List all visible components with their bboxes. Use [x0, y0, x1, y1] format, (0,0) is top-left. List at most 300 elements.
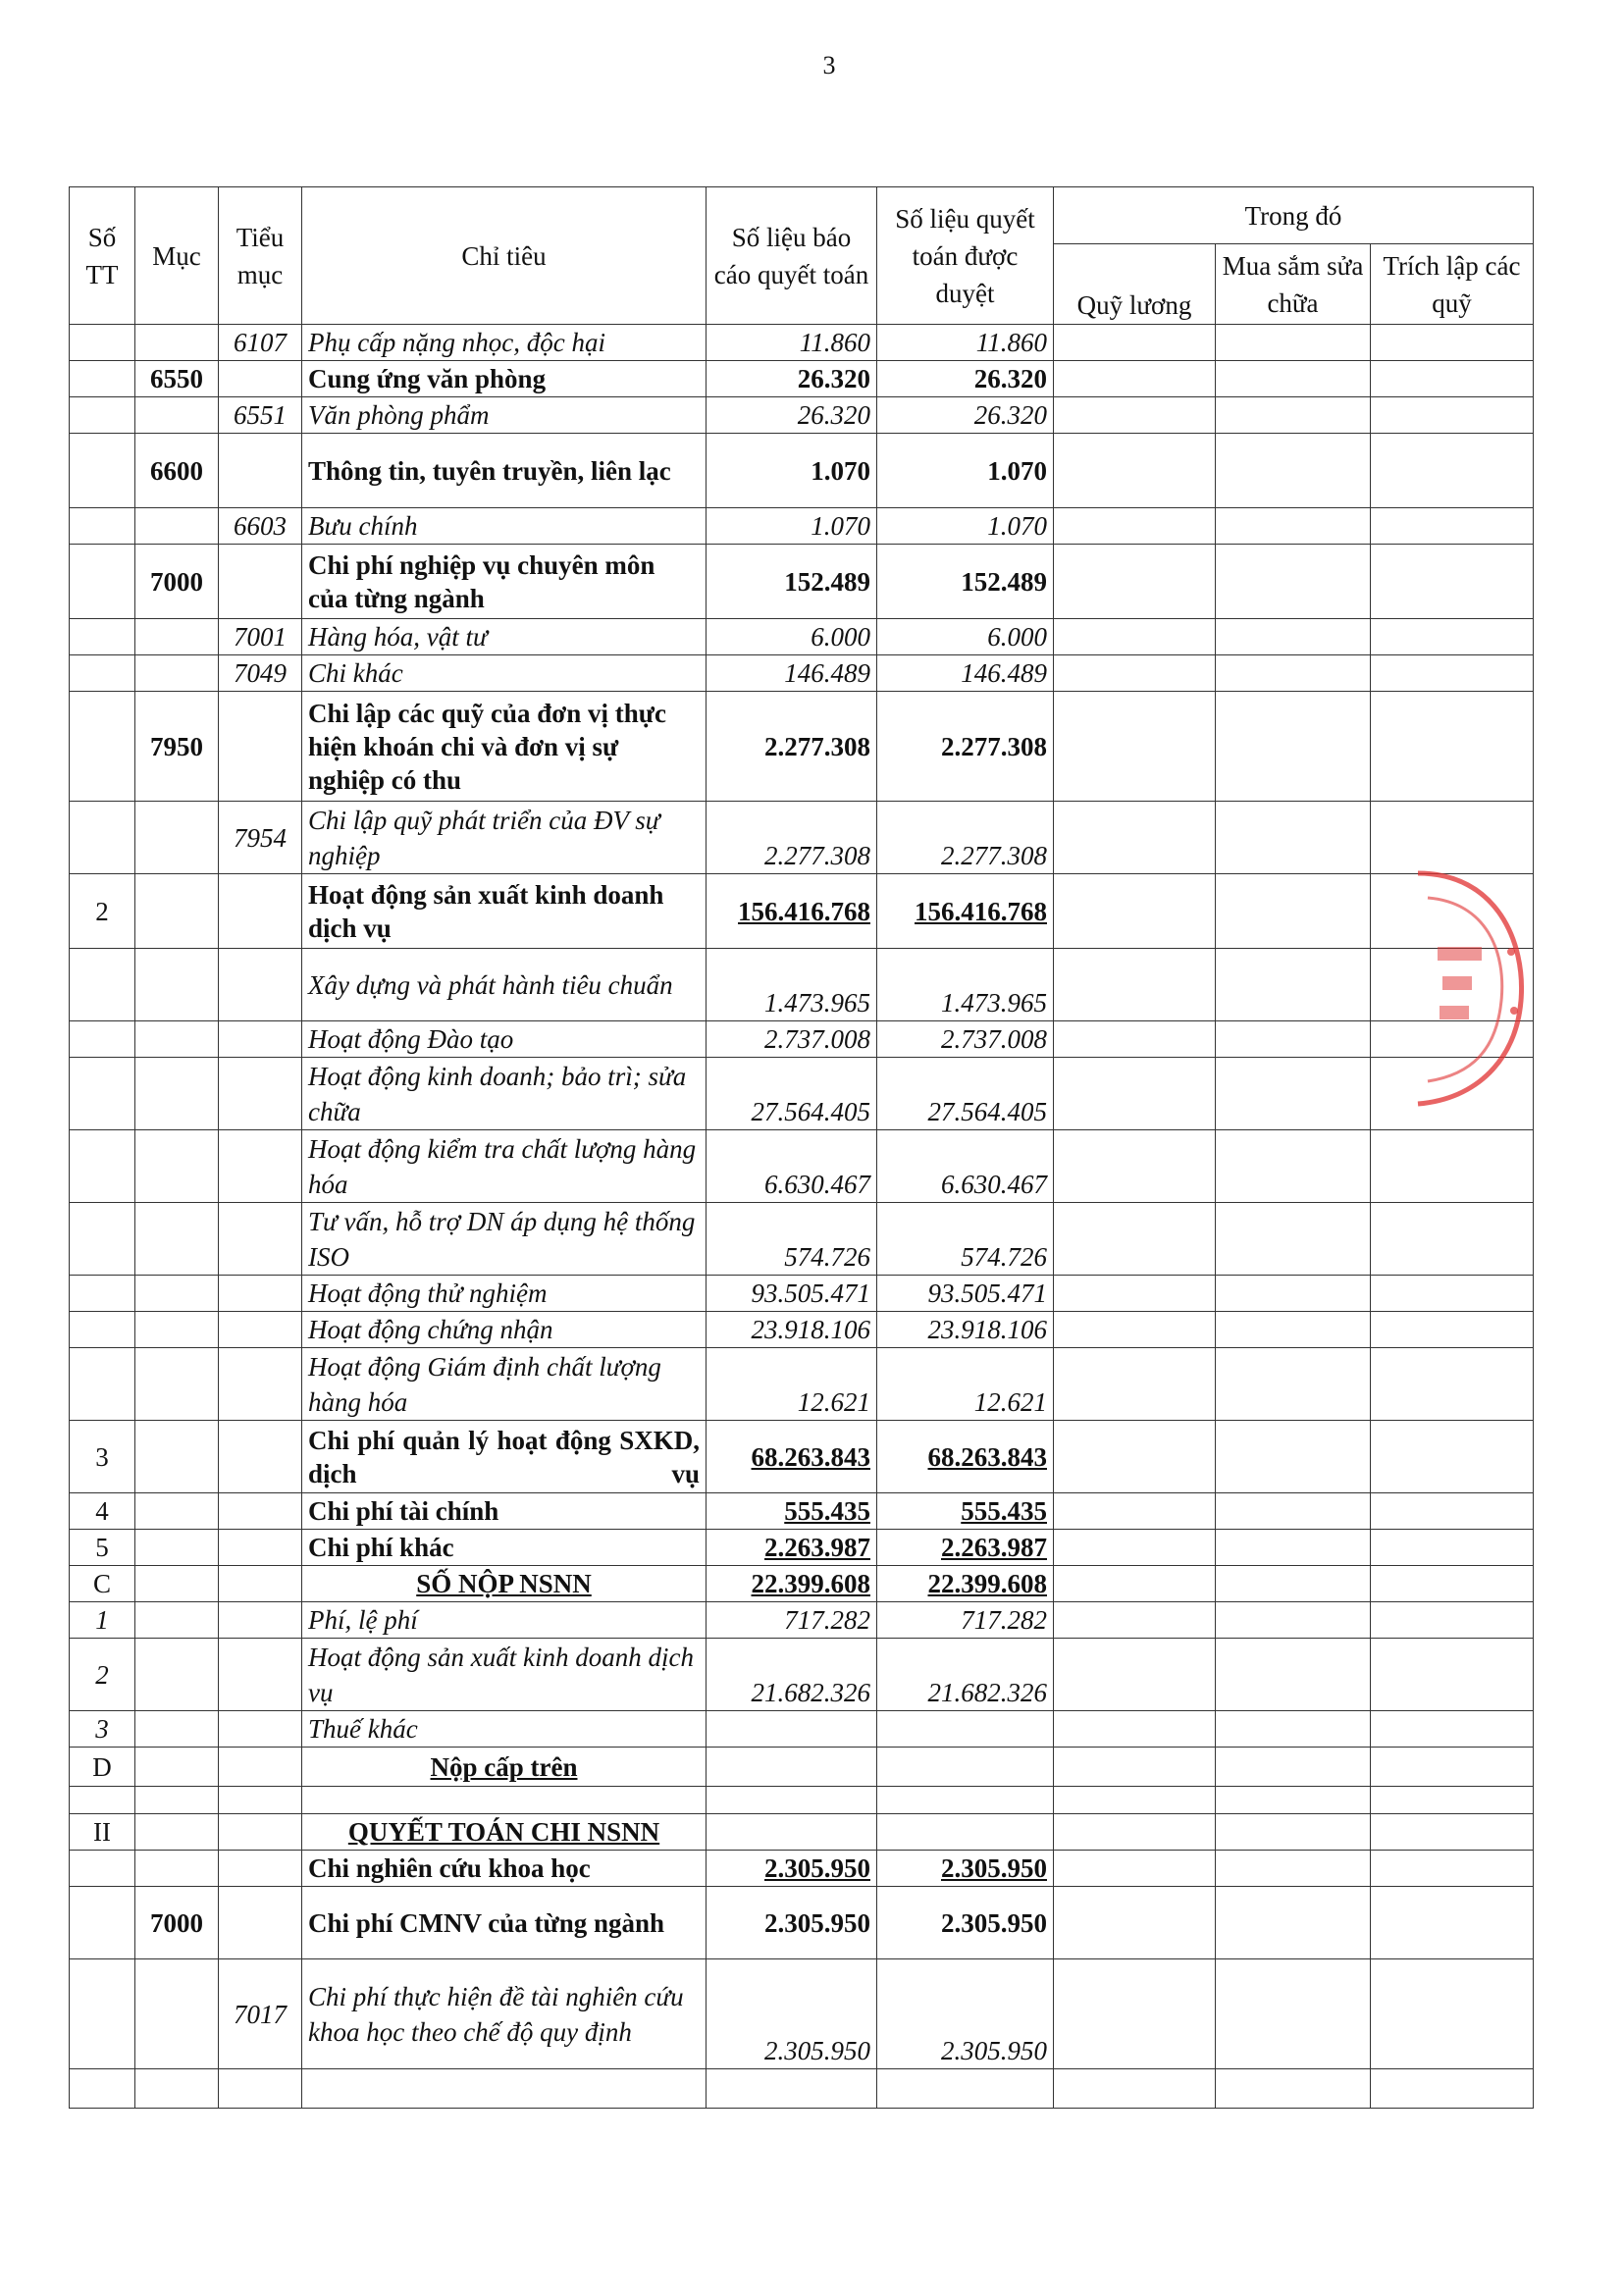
cell-bao-cao: 574.726 [707, 1203, 877, 1276]
table-row [70, 2069, 1534, 2109]
cell-bao-cao [707, 2069, 877, 2109]
empty-cell-quy-luong [1054, 1276, 1216, 1312]
empty-cell-trich-lap [1371, 1787, 1534, 1814]
cell-muc [135, 655, 219, 692]
cell-duoc-duyet: 6.000 [877, 619, 1054, 655]
cell-duoc-duyet: 717.282 [877, 1602, 1054, 1639]
cell-muc [135, 1348, 219, 1421]
cell-duoc-duyet [877, 1787, 1054, 1814]
table-row [70, 802, 1534, 874]
cell-chi-tieu: Phụ cấp nặng nhọc, độc hại [302, 325, 707, 361]
cell-muc [135, 1787, 219, 1814]
empty-cell-quy-luong [1054, 397, 1216, 434]
empty-cell-trich-lap [1371, 1312, 1534, 1348]
cell-tieu-muc [219, 1421, 302, 1493]
table-row [70, 1203, 1534, 1276]
empty-cell-quy-luong [1054, 361, 1216, 397]
cell-bao-cao: 156.416.768 [707, 874, 877, 949]
cell-stt: II [70, 1814, 135, 1851]
empty-cell-quy-luong [1054, 1421, 1216, 1493]
empty-cell-mua-sam [1216, 1787, 1371, 1814]
table-row [70, 619, 1534, 655]
cell-bao-cao: 21.682.326 [707, 1639, 877, 1711]
cell-chi-tieu: Phí, lệ phí [302, 1602, 707, 1639]
empty-cell-quy-luong [1054, 619, 1216, 655]
cell-stt [70, 508, 135, 545]
cell-stt: 2 [70, 1639, 135, 1711]
cell-chi-tieu: Hoạt động Đào tạo [302, 1021, 707, 1058]
cell-duoc-duyet [877, 2069, 1054, 2109]
cell-muc [135, 1493, 219, 1530]
cell-muc [135, 1203, 219, 1276]
table-row [70, 1851, 1534, 1887]
cell-chi-tieu: QUYẾT TOÁN CHI NSNN [302, 1814, 707, 1851]
cell-tieu-muc [219, 949, 302, 1021]
cell-tieu-muc [219, 1312, 302, 1348]
empty-cell-mua-sam [1216, 619, 1371, 655]
cell-tieu-muc [219, 1530, 302, 1566]
empty-cell-mua-sam [1216, 1814, 1371, 1851]
empty-cell-trich-lap [1371, 1421, 1534, 1493]
cell-duoc-duyet: 27.564.405 [877, 1058, 1054, 1130]
budget-settlement-table [69, 186, 1534, 2109]
cell-duoc-duyet: 2.737.008 [877, 1021, 1054, 1058]
cell-tieu-muc [219, 1493, 302, 1530]
empty-cell-trich-lap [1371, 1493, 1534, 1530]
cell-chi-tieu: Chi lập quỹ phát triển của ĐV sự nghiệp [302, 802, 707, 874]
cell-bao-cao: 68.263.843 [707, 1421, 877, 1493]
empty-cell-quy-luong [1054, 1130, 1216, 1203]
empty-cell-quy-luong [1054, 1021, 1216, 1058]
empty-cell-trich-lap [1371, 1851, 1534, 1887]
table-row [70, 434, 1534, 508]
empty-cell-trich-lap [1371, 1348, 1534, 1421]
cell-chi-tieu: Hoạt động chứng nhận [302, 1312, 707, 1348]
cell-stt: 2 [70, 874, 135, 949]
table-row [70, 325, 1534, 361]
empty-cell-mua-sam [1216, 1493, 1371, 1530]
cell-muc [135, 325, 219, 361]
cell-stt [70, 1021, 135, 1058]
cell-duoc-duyet: 12.621 [877, 1348, 1054, 1421]
empty-cell-mua-sam [1216, 1530, 1371, 1566]
cell-bao-cao: 2.263.987 [707, 1530, 877, 1566]
empty-cell-mua-sam [1216, 1851, 1371, 1887]
cell-stt: D [70, 1748, 135, 1787]
empty-cell-mua-sam [1216, 1959, 1371, 2069]
cell-bao-cao: 6.000 [707, 619, 877, 655]
cell-stt [70, 692, 135, 802]
empty-cell-quy-luong [1054, 1348, 1216, 1421]
empty-cell-trich-lap [1371, 1959, 1534, 2069]
cell-bao-cao: 27.564.405 [707, 1058, 877, 1130]
cell-duoc-duyet: 146.489 [877, 655, 1054, 692]
cell-muc [135, 1748, 219, 1787]
cell-chi-tieu: Bưu chính [302, 508, 707, 545]
cell-duoc-duyet: 6.630.467 [877, 1130, 1054, 1203]
cell-muc [135, 949, 219, 1021]
empty-cell-mua-sam [1216, 361, 1371, 397]
empty-cell-mua-sam [1216, 802, 1371, 874]
cell-muc [135, 874, 219, 949]
cell-tieu-muc [219, 1566, 302, 1602]
cell-chi-tieu: Chi lập các quỹ của đơn vị thực hiện khoán chi và đơn vị sự nghiệp có thu [302, 692, 707, 802]
cell-bao-cao: 26.320 [707, 397, 877, 434]
cell-tieu-muc [219, 874, 302, 949]
cell-muc [135, 1021, 219, 1058]
cell-stt: 4 [70, 1493, 135, 1530]
empty-cell-trich-lap [1371, 692, 1534, 802]
cell-stt [70, 397, 135, 434]
cell-muc [135, 1959, 219, 2069]
cell-chi-tieu: Hoạt động kinh doanh; bảo trì; sửa chữa [302, 1058, 707, 1130]
empty-cell-mua-sam [1216, 1021, 1371, 1058]
cell-duoc-duyet: 2.277.308 [877, 692, 1054, 802]
empty-cell-quy-luong [1054, 802, 1216, 874]
cell-chi-tieu: Chi phí CMNV của từng ngành [302, 1887, 707, 1959]
cell-duoc-duyet: 2.263.987 [877, 1530, 1054, 1566]
cell-bao-cao [707, 1814, 877, 1851]
empty-cell-trich-lap [1371, 655, 1534, 692]
cell-bao-cao: 93.505.471 [707, 1276, 877, 1312]
empty-cell-quy-luong [1054, 325, 1216, 361]
cell-chi-tieu [302, 1787, 707, 1814]
cell-stt [70, 619, 135, 655]
cell-tieu-muc [219, 1748, 302, 1787]
cell-tieu-muc [219, 1276, 302, 1312]
cell-chi-tieu: Thuế khác [302, 1711, 707, 1748]
empty-cell-trich-lap [1371, 1748, 1534, 1787]
cell-stt: C [70, 1566, 135, 1602]
table-row [70, 1814, 1534, 1851]
col-header-chi-tieu: Chỉ tiêu [302, 187, 707, 325]
cell-chi-tieu: Tư vấn, hỗ trợ DN áp dụng hệ thống ISO [302, 1203, 707, 1276]
cell-muc [135, 619, 219, 655]
cell-muc [135, 397, 219, 434]
cell-stt [70, 655, 135, 692]
cell-duoc-duyet [877, 1814, 1054, 1851]
empty-cell-mua-sam [1216, 1130, 1371, 1203]
cell-stt [70, 545, 135, 619]
cell-tieu-muc [219, 1602, 302, 1639]
cell-chi-tieu: Cung ứng văn phòng [302, 361, 707, 397]
cell-muc [135, 1711, 219, 1748]
empty-cell-mua-sam [1216, 434, 1371, 508]
cell-duoc-duyet: 2.305.950 [877, 1959, 1054, 2069]
cell-tieu-muc [219, 1639, 302, 1711]
cell-tieu-muc: 7049 [219, 655, 302, 692]
page-number: 3 [822, 51, 836, 79]
empty-cell-mua-sam [1216, 949, 1371, 1021]
cell-chi-tieu: Xây dựng và phát hành tiêu chuẩn [302, 949, 707, 1021]
cell-stt [70, 361, 135, 397]
cell-muc: 6550 [135, 361, 219, 397]
cell-duoc-duyet [877, 1711, 1054, 1748]
empty-cell-trich-lap [1371, 1887, 1534, 1959]
cell-chi-tieu [302, 2069, 707, 2109]
empty-cell-trich-lap [1371, 545, 1534, 619]
table-row [70, 508, 1534, 545]
empty-cell-mua-sam [1216, 1711, 1371, 1748]
empty-cell-trich-lap [1371, 619, 1534, 655]
cell-chi-tieu: Chi phí khác [302, 1530, 707, 1566]
cell-tieu-muc [219, 545, 302, 619]
empty-cell-quy-luong [1054, 1058, 1216, 1130]
empty-cell-mua-sam [1216, 874, 1371, 949]
cell-bao-cao: 1.070 [707, 508, 877, 545]
cell-stt [70, 949, 135, 1021]
cell-tieu-muc [219, 692, 302, 802]
col-header-trich-lap: Trích lập các quỹ [1371, 244, 1534, 325]
empty-cell-quy-luong [1054, 1711, 1216, 1748]
table-row [70, 1348, 1534, 1421]
table-row [70, 692, 1534, 802]
empty-cell-quy-luong [1054, 1887, 1216, 1959]
empty-cell-trich-lap [1371, 1602, 1534, 1639]
cell-tieu-muc: 6603 [219, 508, 302, 545]
cell-stt [70, 1203, 135, 1276]
empty-cell-quy-luong [1054, 1203, 1216, 1276]
cell-duoc-duyet: 555.435 [877, 1493, 1054, 1530]
cell-tieu-muc [219, 1130, 302, 1203]
cell-stt [70, 1276, 135, 1312]
table-row [70, 1021, 1534, 1058]
col-header-tieu-muc: Tiểu mục [219, 187, 302, 325]
cell-tieu-muc: 7954 [219, 802, 302, 874]
empty-cell-quy-luong [1054, 692, 1216, 802]
cell-duoc-duyet: 2.305.950 [877, 1887, 1054, 1959]
empty-cell-quy-luong [1054, 949, 1216, 1021]
cell-tieu-muc [219, 1814, 302, 1851]
cell-muc [135, 2069, 219, 2109]
empty-cell-mua-sam [1216, 508, 1371, 545]
empty-cell-quy-luong [1054, 508, 1216, 545]
cell-duoc-duyet: 68.263.843 [877, 1421, 1054, 1493]
table-row [70, 1530, 1534, 1566]
empty-cell-quy-luong [1054, 1814, 1216, 1851]
cell-stt [70, 1959, 135, 2069]
empty-cell-trich-lap [1371, 508, 1534, 545]
table-row [70, 949, 1534, 1021]
empty-cell-mua-sam [1216, 1748, 1371, 1787]
cell-bao-cao: 2.277.308 [707, 692, 877, 802]
cell-muc [135, 1130, 219, 1203]
cell-duoc-duyet: 23.918.106 [877, 1312, 1054, 1348]
empty-cell-mua-sam [1216, 1639, 1371, 1711]
empty-cell-quy-luong [1054, 1493, 1216, 1530]
empty-cell-mua-sam [1216, 545, 1371, 619]
cell-duoc-duyet: 152.489 [877, 545, 1054, 619]
cell-bao-cao: 23.918.106 [707, 1312, 877, 1348]
cell-chi-tieu: Chi phí nghiệp vụ chuyên môn của từng ngành [302, 545, 707, 619]
table-row [70, 1421, 1534, 1493]
cell-stt [70, 325, 135, 361]
cell-muc: 7000 [135, 545, 219, 619]
cell-bao-cao: 6.630.467 [707, 1130, 877, 1203]
empty-cell-trich-lap [1371, 1711, 1534, 1748]
empty-cell-mua-sam [1216, 1312, 1371, 1348]
cell-tieu-muc [219, 361, 302, 397]
cell-chi-tieu: Chi nghiên cứu khoa học [302, 1851, 707, 1887]
empty-cell-mua-sam [1216, 2069, 1371, 2109]
table-row [70, 1493, 1534, 1530]
table-row [70, 1639, 1534, 1711]
empty-cell-trich-lap [1371, 1566, 1534, 1602]
cell-tieu-muc [219, 1711, 302, 1748]
table-row [70, 1602, 1534, 1639]
cell-muc: 7950 [135, 692, 219, 802]
cell-duoc-duyet: 26.320 [877, 397, 1054, 434]
cell-muc [135, 1639, 219, 1711]
col-header-mua-sam: Mua sắm sửa chữa [1216, 244, 1371, 325]
table-row [70, 1887, 1534, 1959]
empty-cell-quy-luong [1054, 434, 1216, 508]
cell-stt [70, 1887, 135, 1959]
cell-muc: 7000 [135, 1887, 219, 1959]
cell-chi-tieu: Chi phí thực hiện đề tài nghiên cứu khoa học theo chế độ quy định [302, 1959, 707, 2069]
empty-cell-mua-sam [1216, 1348, 1371, 1421]
cell-stt: 1 [70, 1602, 135, 1639]
cell-tieu-muc [219, 1058, 302, 1130]
empty-cell-trich-lap [1371, 325, 1534, 361]
cell-bao-cao: 2.305.950 [707, 1959, 877, 2069]
cell-muc [135, 1530, 219, 1566]
cell-tieu-muc [219, 1021, 302, 1058]
empty-cell-quy-luong [1054, 874, 1216, 949]
empty-cell-quy-luong [1054, 1959, 1216, 2069]
cell-bao-cao: 2.737.008 [707, 1021, 877, 1058]
cell-muc [135, 1602, 219, 1639]
cell-stt [70, 802, 135, 874]
table-row [70, 397, 1534, 434]
cell-duoc-duyet: 574.726 [877, 1203, 1054, 1276]
cell-tieu-muc: 7017 [219, 1959, 302, 2069]
empty-cell-mua-sam [1216, 692, 1371, 802]
cell-stt [70, 434, 135, 508]
empty-cell-quy-luong [1054, 2069, 1216, 2109]
cell-duoc-duyet: 93.505.471 [877, 1276, 1054, 1312]
cell-tieu-muc [219, 2069, 302, 2109]
cell-tieu-muc: 7001 [219, 619, 302, 655]
empty-cell-mua-sam [1216, 1887, 1371, 1959]
cell-duoc-duyet: 21.682.326 [877, 1639, 1054, 1711]
red-seal-stamp [1379, 854, 1536, 1148]
cell-stt: 5 [70, 1530, 135, 1566]
table-row [70, 1711, 1534, 1748]
cell-bao-cao: 1.473.965 [707, 949, 877, 1021]
cell-muc [135, 1312, 219, 1348]
cell-stt [70, 2069, 135, 2109]
cell-bao-cao: 11.860 [707, 325, 877, 361]
empty-cell-quy-luong [1054, 655, 1216, 692]
cell-tieu-muc [219, 434, 302, 508]
cell-bao-cao: 12.621 [707, 1348, 877, 1421]
cell-chi-tieu: Hoạt động sản xuất kinh doanh dịch vụ [302, 1639, 707, 1711]
cell-muc [135, 1851, 219, 1887]
cell-tieu-muc [219, 1887, 302, 1959]
empty-cell-trich-lap [1371, 1276, 1534, 1312]
cell-bao-cao [707, 1787, 877, 1814]
cell-muc [135, 1566, 219, 1602]
cell-muc [135, 1814, 219, 1851]
cell-duoc-duyet: 1.070 [877, 434, 1054, 508]
cell-bao-cao: 26.320 [707, 361, 877, 397]
cell-chi-tieu: Chi phí tài chính [302, 1493, 707, 1530]
cell-bao-cao [707, 1711, 877, 1748]
cell-stt [70, 1348, 135, 1421]
cell-stt [70, 1851, 135, 1887]
cell-stt [70, 1058, 135, 1130]
cell-muc [135, 1421, 219, 1493]
cell-chi-tieu: Chi phí quản lý hoạt động SXKD, dịch vụ [302, 1421, 707, 1493]
cell-muc [135, 1276, 219, 1312]
cell-duoc-duyet: 11.860 [877, 325, 1054, 361]
cell-tieu-muc [219, 1787, 302, 1814]
table-row [70, 1748, 1534, 1787]
empty-cell-quy-luong [1054, 1312, 1216, 1348]
cell-tieu-muc [219, 1348, 302, 1421]
cell-chi-tieu: SỐ NỘP NSNN [302, 1566, 707, 1602]
empty-cell-trich-lap [1371, 397, 1534, 434]
empty-cell-trich-lap [1371, 1814, 1534, 1851]
table-row [70, 1959, 1534, 2069]
table-row [70, 874, 1534, 949]
cell-chi-tieu: Hoạt động Giám định chất lượng hàng hóa [302, 1348, 707, 1421]
empty-cell-quy-luong [1054, 1787, 1216, 1814]
cell-tieu-muc [219, 1851, 302, 1887]
cell-bao-cao [707, 1748, 877, 1787]
cell-muc [135, 1058, 219, 1130]
cell-chi-tieu: Nộp cấp trên [302, 1748, 707, 1787]
cell-bao-cao: 717.282 [707, 1602, 877, 1639]
col-header-muc: Mục [135, 187, 219, 325]
cell-muc [135, 802, 219, 874]
empty-cell-quy-luong [1054, 1566, 1216, 1602]
empty-cell-mua-sam [1216, 1421, 1371, 1493]
empty-cell-mua-sam [1216, 655, 1371, 692]
cell-duoc-duyet: 2.305.950 [877, 1851, 1054, 1887]
cell-stt [70, 1312, 135, 1348]
cell-stt: 3 [70, 1711, 135, 1748]
empty-cell-trich-lap [1371, 2069, 1534, 2109]
cell-bao-cao: 2.305.950 [707, 1851, 877, 1887]
empty-cell-trich-lap [1371, 1203, 1534, 1276]
cell-bao-cao: 2.277.308 [707, 802, 877, 874]
cell-tieu-muc: 6551 [219, 397, 302, 434]
cell-stt [70, 1787, 135, 1814]
cell-duoc-duyet [877, 1748, 1054, 1787]
col-header-stt: Số TT [70, 187, 135, 325]
table-body [70, 325, 1534, 2109]
table-row [70, 1787, 1534, 1814]
cell-chi-tieu: Hoạt động thử nghiệm [302, 1276, 707, 1312]
empty-cell-mua-sam [1216, 1602, 1371, 1639]
empty-cell-trich-lap [1371, 1530, 1534, 1566]
empty-cell-mua-sam [1216, 1203, 1371, 1276]
cell-chi-tieu: Hoạt động sản xuất kinh doanh dịch vụ [302, 874, 707, 949]
empty-cell-quy-luong [1054, 1851, 1216, 1887]
empty-cell-quy-luong [1054, 545, 1216, 619]
cell-duoc-duyet: 22.399.608 [877, 1566, 1054, 1602]
cell-chi-tieu: Chi khác [302, 655, 707, 692]
table-row [70, 1566, 1534, 1602]
empty-cell-mua-sam [1216, 325, 1371, 361]
table-row [70, 1058, 1534, 1130]
empty-cell-quy-luong [1054, 1602, 1216, 1639]
cell-duoc-duyet: 1.473.965 [877, 949, 1054, 1021]
cell-bao-cao: 22.399.608 [707, 1566, 877, 1602]
empty-cell-mua-sam [1216, 397, 1371, 434]
